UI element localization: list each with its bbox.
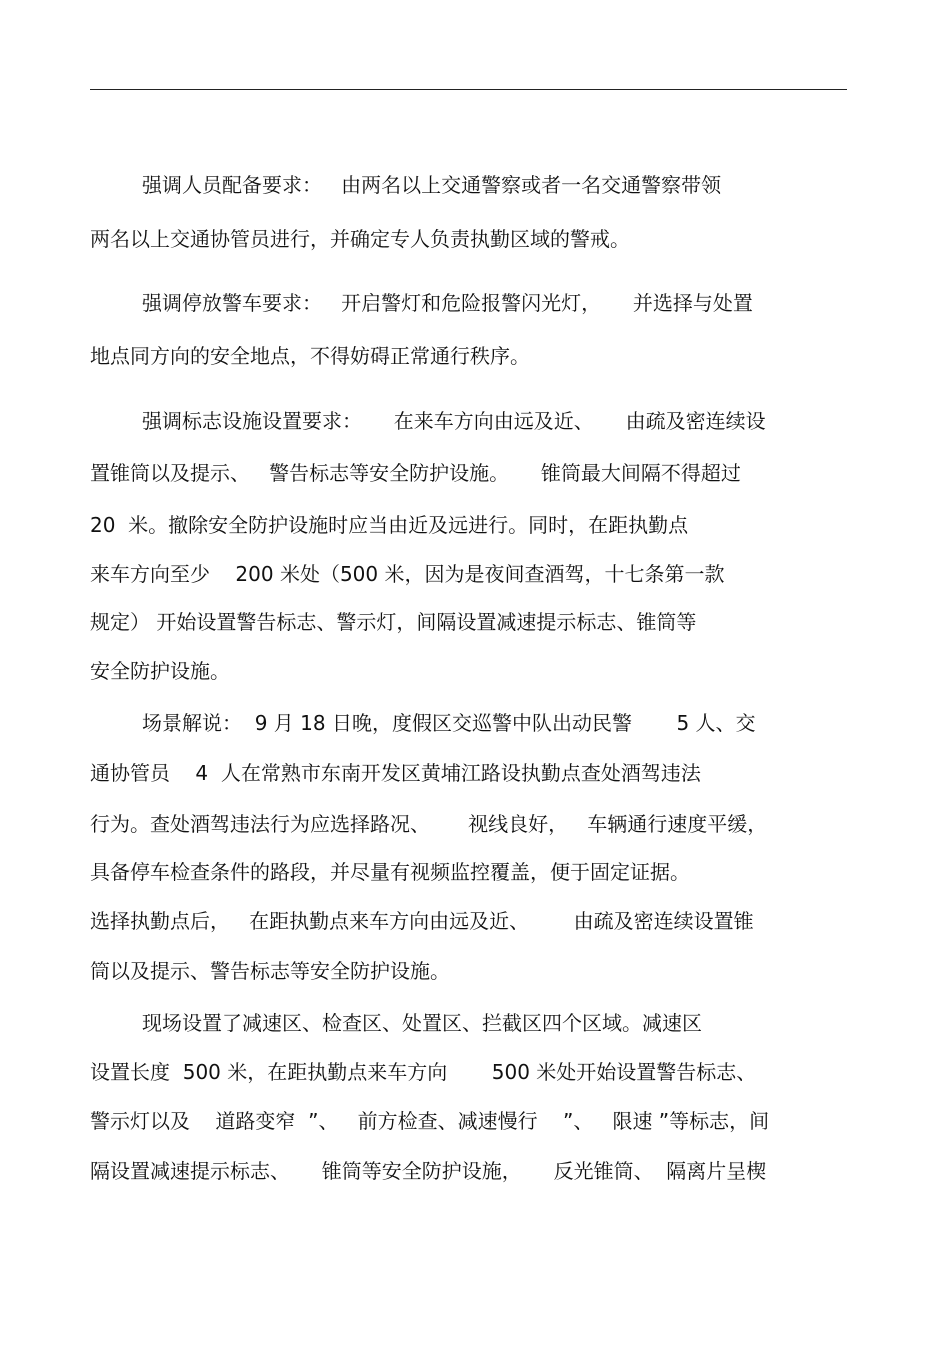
- text-line-6: 置锥筒以及提示、 警告标志等安全防护设施。 锥筒最大间隔不得超过: [90, 461, 741, 485]
- text-line-10: 安全防护设施。: [90, 659, 230, 683]
- text-line-15: 选择执勤点后， 在距执勤点来车方向由远及近、 由疏及密连续设置锥: [90, 909, 754, 933]
- text-line-8: 来车方向至少 200 米处（500 米，因为是夜间查酒驾，十七条第一款: [90, 562, 725, 586]
- text-line-13: 行为。查处酒驾违法行为应选择路况、 视线良好， 车辆通行速度平缓，: [90, 812, 768, 836]
- text-line-17: 现场设置了减速区、检查区、处置区、拦截区四个区域。减速区: [142, 1011, 702, 1035]
- text-line-4: 地点同方向的安全地点，不得妨碍正常通行秩序。: [90, 344, 530, 368]
- text-line-14: 具备停车检查条件的路段，并尽量有视频监控覆盖，便于固定证据。: [90, 860, 690, 884]
- text-line-9: 规定） 开始设置警告标志、警示灯，间隔设置减速提示标志、锥筒等: [90, 610, 697, 634]
- text-line-11: 场景解说： 9 月 18 日晚，度假区交巡警中队出动民警 5 人、交: [142, 711, 756, 735]
- text-line-7: 20 米。撤除安全防护设施时应当由近及远进行。同时，在距执勤点: [90, 513, 689, 537]
- text-line-1: 强调人员配备要求： 由两名以上交通警察或者一名交通警察带领: [142, 173, 722, 197]
- text-line-3: 强调停放警车要求： 开启警灯和危险报警闪光灯， 并选择与处置: [142, 291, 753, 315]
- text-line-12: 通协管员 4 人在常熟市东南开发区黄埔江路设执勤点查处酒驾违法: [90, 761, 701, 785]
- text-line-16: 筒以及提示、警告标志等安全防护设施。: [90, 959, 450, 983]
- text-line-5: 强调标志设施设置要求： 在来车方向由远及近、 由疏及密连续设: [142, 409, 766, 433]
- text-line-2: 两名以上交通协管员进行，并确定专人负责执勤区域的警戒。: [90, 227, 630, 251]
- text-line-20: 隔设置减速提示标志、 锥筒等安全防护设施， 反光锥筒、 隔离片呈楔: [90, 1159, 767, 1183]
- text-line-18: 设置长度 500 米，在距执勤点来车方向 500 米处开始设置警告标志、: [90, 1060, 757, 1084]
- text-line-19: 警示灯以及 道路变窄 ”、 前方检查、减速慢行 ”、 限速 ”等标志，间: [90, 1109, 770, 1133]
